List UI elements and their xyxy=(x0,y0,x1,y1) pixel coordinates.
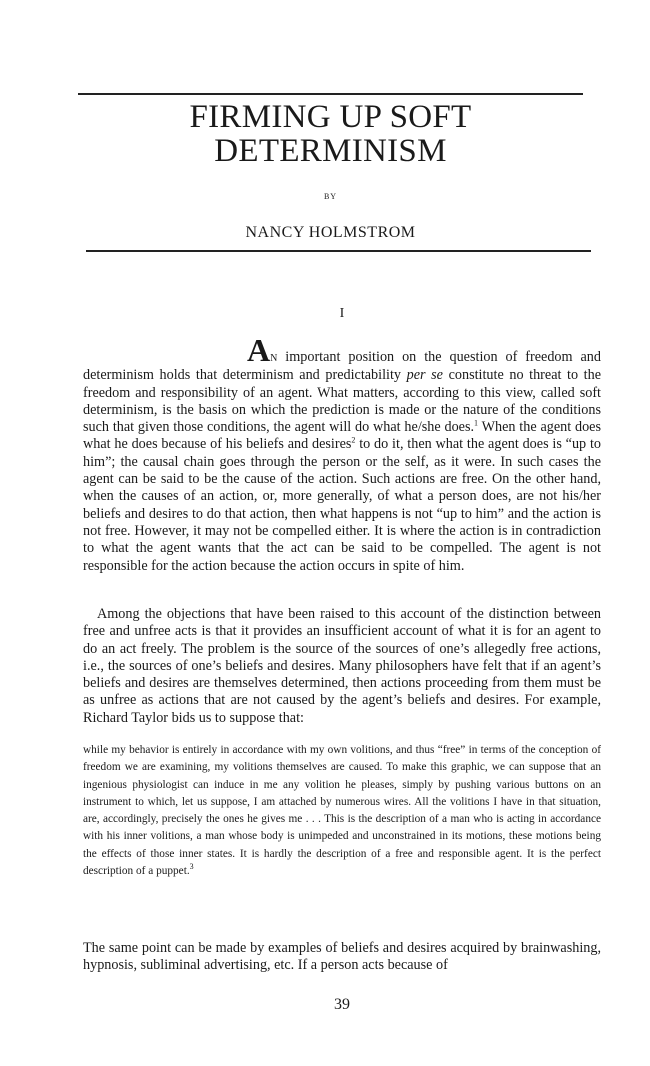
block-quote-text: while my behavior is entirely in accordance with my own volitions, and thus “free” in terms of the conception of freedom we are examining, my volitions themselves are caused. To make this graphic, we can suppose that an ingenious physiologist can induce in me any volition he pleases, simply by pushing various buttons on an instrument to which, let us suppose, I am attached by numerous wires. All the volitions I have in that situation, are, accordingly, precisely the ones he gives me . . . This is the description of a man who is acting in accordance with his inner volitions, a man whose body is unimpeded and unconstrained in its motions, these motions being the effects of those inner states. It is hardly the description of a free and responsible agent. It is the perfect description of a puppet. xyxy=(83,744,601,878)
top-rule xyxy=(78,93,583,95)
lead-letters: N xyxy=(270,353,278,364)
bottom-rule xyxy=(86,250,591,252)
section-number: I xyxy=(339,306,345,321)
paragraph-3: The same point can be made by examples of beliefs and desires acquired by brainwashing, hypnosis, subliminal advertising, etc. If a person acts because of xyxy=(83,940,601,974)
paragraph-1-text-a: important position on the question of freedom and determinism holds that determinism and predictability xyxy=(83,349,601,384)
article-title xyxy=(78,100,583,168)
footnote-ref-2: 2 xyxy=(351,435,356,445)
footnote-ref-3: 3 xyxy=(189,862,194,872)
author-name: NANCY HOLMSTROM xyxy=(245,224,416,241)
page-number: 39 xyxy=(334,996,350,1013)
block-quote xyxy=(83,742,601,880)
emphasis-per-se: per se xyxy=(406,367,443,384)
drop-cap: A xyxy=(247,332,271,368)
paragraph-1-text-d: to do it, then what the agent does is “up to him”; the causal chain goes through the person or the self, as it were. In such cases the agent can be said to be the cause of the action. Such actions are free. On the other hand, when the causes of an action, or, more generally, of what a person does, are not his/her beliefs and desires to do that action, then what happens is not “up to him” and the action is not free. However, it may not be compelled either. It is where the action is in contradiction to what the agent wants that the act can be said to be compelled. The agent is not responsible for the action because the action occurs in spite of him. xyxy=(83,436,601,574)
paragraph-1-text-c: When the agent does what he does because of his beliefs and desires xyxy=(83,419,601,453)
article-title-text: FIRMING UP SOFT DETERMINISM xyxy=(189,99,472,169)
paragraph-1 xyxy=(83,332,602,575)
by-label: BY xyxy=(323,192,338,201)
paragraph-2: Among the objections that have been raised to this account of the distinction between free and unfree acts is that it provides an insufficient account of what it is for an agent to do an act freely. The problem is the source of the sources of one’s allegedly free actions, i.e., the sources of one’s beliefs and desires. Many philosophers have felt that if an agent’s beliefs and desires are themselves determined, then actions proceeding from them must be as unfree as actions that are not caused by the agent’s beliefs and desires. For example, Richard Taylor bids us to suppose that: xyxy=(83,606,601,726)
footnote-ref-1: 1 xyxy=(474,418,479,428)
paragraph-1-text-b: constitute no threat to the freedom and responsibility of an agent. What matters, according to this view, called soft determinism, is the basis on which the prediction is made or the nature of the conditions such that given those conditions, the agent will do what he/she does. xyxy=(83,367,602,436)
